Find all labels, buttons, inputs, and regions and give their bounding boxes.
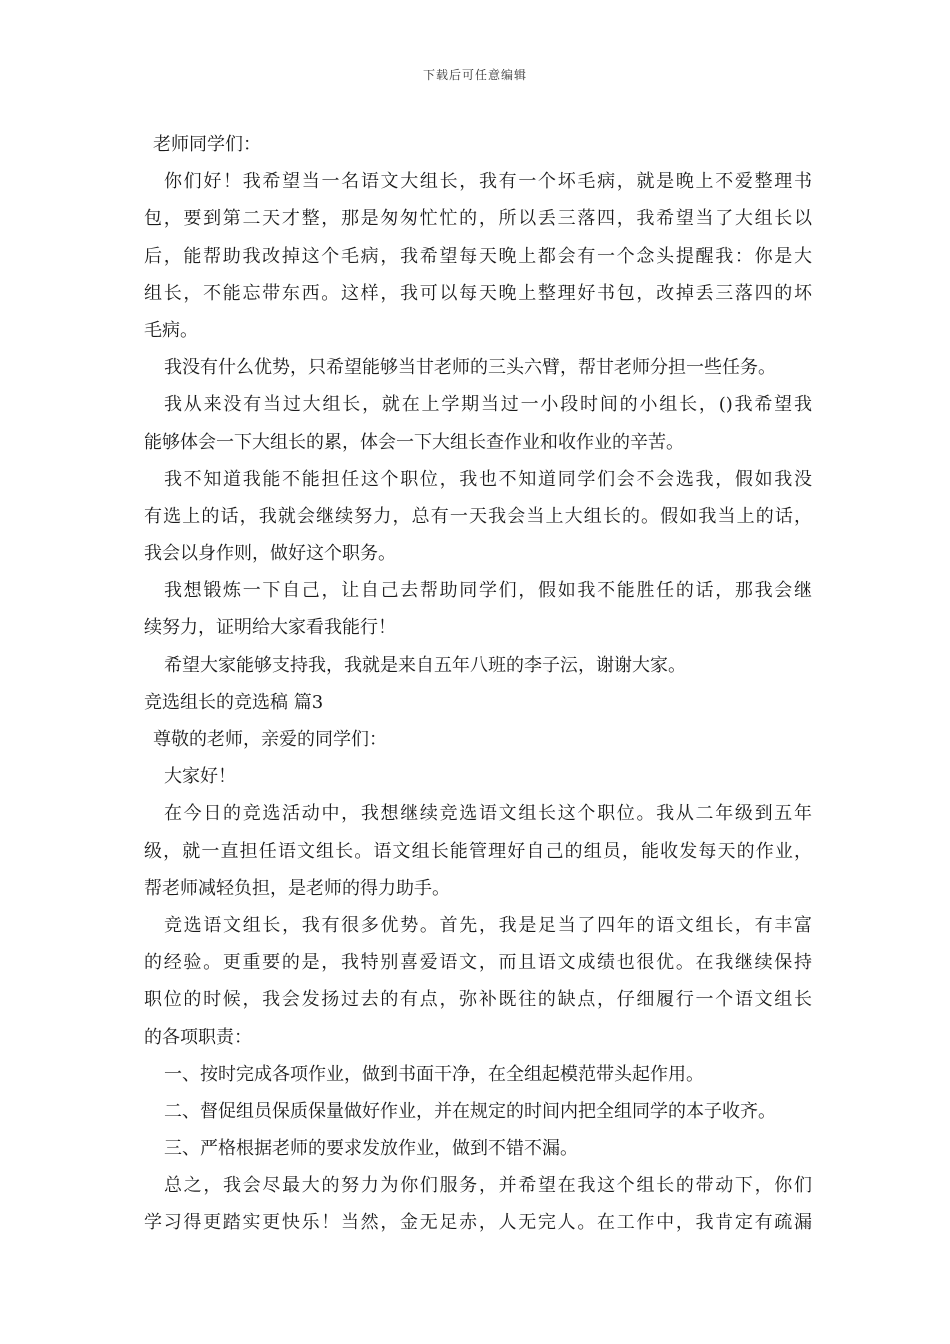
paragraph-line: 有选上的话，我就会继续努力，总有一天我会当上大组长的。假如我当上的话， bbox=[144, 505, 812, 527]
paragraph-line: 续努力，证明给大家看我能行！ bbox=[144, 617, 396, 639]
greeting: 大家好！ bbox=[164, 766, 236, 788]
paragraph-line: 的各项职责： bbox=[144, 1026, 252, 1048]
paragraph-line: 我没有什么优势，只希望能够当甘老师的三头六臂，帮甘老师分担一些任务。 bbox=[164, 357, 776, 379]
paragraph-line: 竞选语文组长，我有很多优势。首先，我是足当了四年的语文组长，有丰富 bbox=[164, 914, 812, 936]
document-body bbox=[144, 126, 812, 1242]
list-item: 三、严格根据老师的要求发放作业，做到不错不漏。 bbox=[164, 1138, 578, 1160]
paragraph-line: 毛病。 bbox=[144, 319, 198, 341]
paragraph-line: 我不知道我能不能担任这个职位，我也不知道同学们会不会选我，假如我没 bbox=[164, 468, 812, 490]
list-item: 一、按时完成各项作业，做到书面干净，在全组起模范带头起作用。 bbox=[164, 1063, 704, 1085]
list-item: 二、督促组员保质保量做好作业，并在规定的时间内把全组同学的本子收齐。 bbox=[164, 1100, 776, 1122]
paragraph-line: 在今日的竞选活动中，我想继续竞选语文组长这个职位。我从二年级到五年 bbox=[164, 803, 812, 825]
paragraph-line: 我想锻炼一下自己，让自己去帮助同学们，假如我不能胜任的话，那我会继 bbox=[164, 580, 812, 602]
salutation: 老师同学们： bbox=[153, 134, 261, 155]
paragraph-line: 后，能帮助我改掉这个毛病，我希望每天晚上都会有一个念头提醒我：你是大 bbox=[144, 245, 812, 267]
salutation: 尊敬的老师，亲爱的同学们： bbox=[153, 729, 387, 750]
paragraph-line: 职位的时候，我会发扬过去的有点，弥补既往的缺点，仔细履行一个语文组长 bbox=[144, 989, 812, 1011]
paragraph-line: 我从来没有当过大组长，就在上学期当过一小段时间的小组长，()我希望我 bbox=[164, 394, 812, 416]
paragraph-line: 你们好！我希望当一名语文大组长，我有一个坏毛病，就是晚上不爱整理书 bbox=[164, 171, 812, 193]
paragraph-line: 帮老师减轻负担，是老师的得力助手。 bbox=[144, 877, 450, 899]
paragraph-line: 的经验。更重要的是，我特别喜爱语文，而且语文成绩也很优。在我继续保持 bbox=[144, 952, 812, 974]
paragraph-line: 我会以身作则，做好这个职务。 bbox=[144, 543, 396, 565]
paragraph-line: 学习得更踏实更快乐！当然，金无足赤，人无完人。在工作中，我肯定有疏漏 bbox=[144, 1212, 812, 1234]
page-header-note: 下载后可任意编辑 bbox=[422, 68, 527, 82]
paragraph-line: 级，就一直担任语文组长。语文组长能管理好自己的组员，能收发每天的作业， bbox=[144, 840, 812, 862]
paragraph-line: 总之，我会尽最大的努力为你们服务，并希望在我这个组长的带动下，你们 bbox=[164, 1175, 812, 1197]
section-heading: 竞选组长的竞选稿 篇3 bbox=[144, 691, 324, 713]
paragraph-line: 组长，不能忘带东西。这样，我可以每天晚上整理好书包，改掉丢三落四的坏 bbox=[144, 282, 812, 304]
paragraph-line: 希望大家能够支持我，我就是来自五年八班的李子沄，谢谢大家。 bbox=[164, 654, 686, 676]
paragraph-line: 包，要到第二天才整，那是匆匆忙忙的，所以丢三落四，我希望当了大组长以 bbox=[144, 208, 812, 230]
paragraph-line: 能够体会一下大组长的累，体会一下大组长查作业和收作业的辛苦。 bbox=[144, 431, 684, 453]
